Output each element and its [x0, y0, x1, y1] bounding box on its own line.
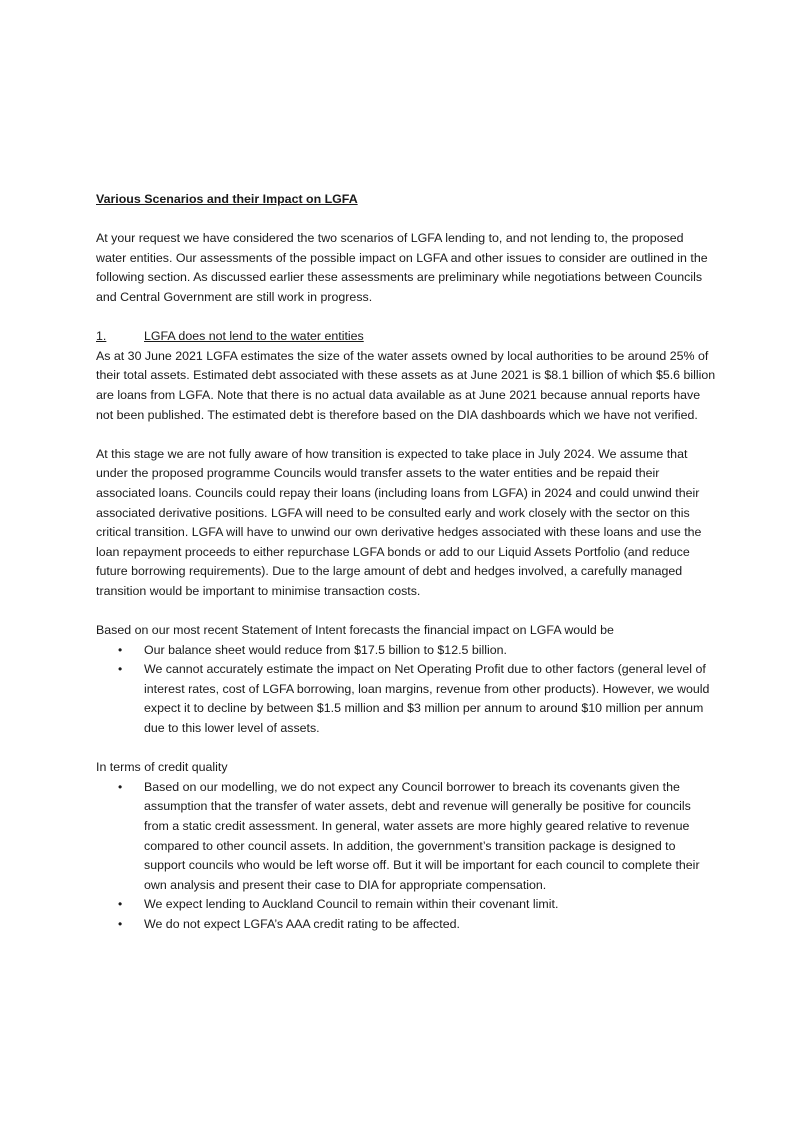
- spacer: [96, 425, 716, 445]
- list-item-text: We expect lending to Auckland Council to remain within their covenant limit.: [144, 897, 559, 912]
- bullet-icon: •: [118, 662, 123, 677]
- section-1-title: [96, 327, 716, 347]
- spacer: [96, 601, 716, 621]
- bullet-icon: •: [118, 779, 123, 794]
- spacer: [96, 739, 716, 759]
- list-item-text: Based on our modelling, we do not expect any Council borrower to breach its covenants given the assumption that the transfer of water assets, debt and revenue will generally be positive for councils from a static credit assessment. In general, water assets are more highly geared relative to revenue compared to other council assets. In addition, the government’s transition package is designed to support councils who would be left worse off. But it will be important for each council to complete their own analysis and present their case to DIA for appropriate compensation.: [144, 779, 700, 892]
- bullet-icon: •: [118, 916, 123, 931]
- document-body: [96, 190, 716, 935]
- list-item-text: We cannot accurately estimate the impact on Net Operating Profit due to other factors (general level of interest rates, cost of LGFA borrowing, loan margins, revenue from other products). However, we would expect it to decline by between $1.5 million and $3 million per annum to around $10 million per annum due to this lower level of assets.: [144, 662, 710, 736]
- spacer: [96, 210, 716, 230]
- list-item-text: We do not expect LGFA’s AAA credit rating to be affected.: [144, 916, 460, 931]
- bullet-icon: •: [118, 897, 123, 912]
- financial-impact-list: [96, 641, 716, 739]
- list-item: [96, 895, 716, 915]
- list-item: [96, 915, 716, 935]
- credit-quality-list: [96, 778, 716, 935]
- list-item: [96, 660, 716, 738]
- section-1-number: 1.: [96, 329, 107, 344]
- section-1-paragraph-2: At this stage we are not fully aware of how transition is expected to take place in July 2024. We assume that under the proposed programme Councils would transfer assets to the water entities and be repaid their associated loans. Councils could repay their loans (including loans from LGFA) in 2024 and could unwind their associated derivative positions. LGFA will need to be consulted early and work closely with the sector on this critical transition. LGFA will have to unwind our own derivative hedges associated with these loans and use the loan repayment proceeds to either repurchase LGFA bonds or add to our Liquid Assets Portfolio (and reduce future borrowing requirements). Due to the large amount of debt and hedges involved, a carefully managed transition would be important to minimise transaction costs.: [96, 446, 702, 598]
- spacer: [96, 308, 716, 328]
- list-item: [96, 778, 716, 896]
- bullet-icon: •: [118, 642, 123, 657]
- section-1-paragraph-1: As at 30 June 2021 LGFA estimates the size of the water assets owned by local authorities to be around 25% of their total assets. Estimated debt associated with these assets as at June 2021 is $8.1 billion of which $5.6 billion are loans from LGFA. Note that there is no actual data available as at June 2021 because annual reports have not been published. The estimated debt is therefore based on the DIA dashboards which we have not verified.: [96, 348, 716, 422]
- financial-impact-intro: Based on our most recent Statement of Intent forecasts the financial impact on LGFA would be: [96, 623, 614, 638]
- credit-quality-intro: In terms of credit quality: [96, 760, 228, 775]
- list-item-text: Our balance sheet would reduce from $17.5 billion to $12.5 billion.: [144, 642, 507, 657]
- section-1-title-text: LGFA does not lend to the water entities: [144, 329, 364, 344]
- intro-paragraph: At your request we have considered the two scenarios of LGFA lending to, and not lending to, the proposed water entities. Our assessments of the possible impact on LGFA and other issues to consider are outlined in the following section. As discussed earlier these assessments are preliminary while negotiations between Councils and Central Government are still work in progress.: [96, 231, 708, 304]
- list-item: [96, 641, 716, 661]
- document-heading: Various Scenarios and their Impact on LGFA: [96, 192, 358, 206]
